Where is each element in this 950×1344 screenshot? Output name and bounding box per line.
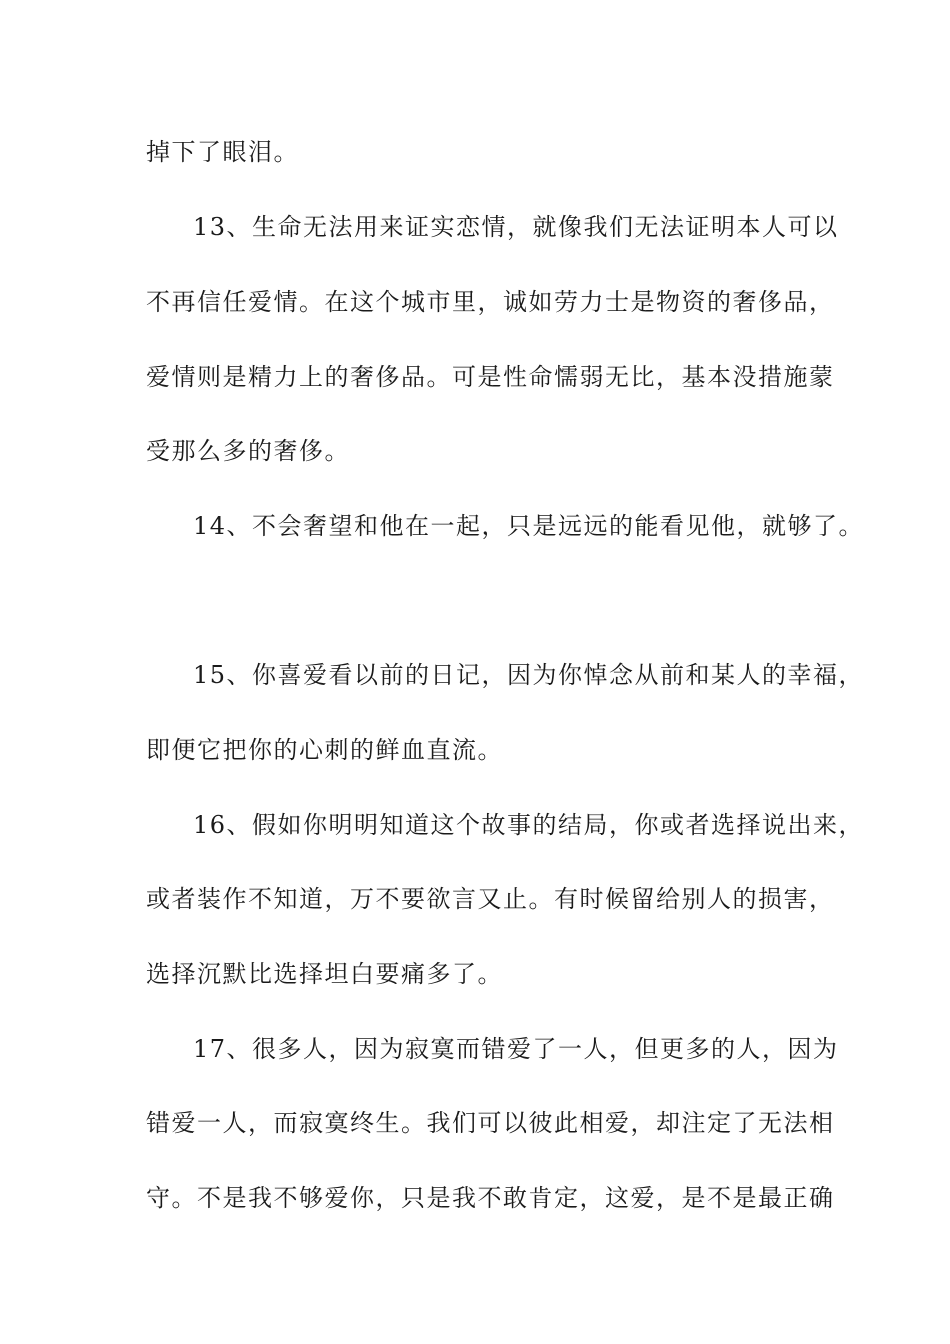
paragraph-15-line: 即便它把你的心刺的鲜血直流。	[146, 736, 503, 764]
paragraph-13-line: 爱情则是精力上的奢侈品。可是性命懦弱无比，基本没措施蒙	[146, 363, 835, 391]
paragraph-17-line: 守。不是我不够爱你，只是我不敢肯定，这爱，是不是最正确	[146, 1184, 835, 1212]
paragraph-13-line: 受那么多的奢侈。	[146, 437, 350, 465]
paragraph-17-line: 错爱一人，而寂寞终生。我们可以彼此相爱，却注定了无法相	[146, 1109, 835, 1137]
paragraph-13-line: 不再信任爱情。在这个城市里，诚如劳力士是物资的奢侈品，	[146, 288, 835, 316]
paragraph-16-line: 选择沉默比选择坦白要痛多了。	[146, 960, 503, 988]
paragraph-16-line: 或者装作不知道，万不要欲言又止。有时候留给别人的损害，	[146, 885, 835, 913]
paragraph-17-line: 17、很多人，因为寂寞而错爱了一人，但更多的人，因为	[193, 1035, 839, 1063]
paragraph-16-line: 16、假如你明明知道这个故事的结局，你或者选择说出来，	[193, 811, 865, 839]
paragraph-14-line: 14、不会奢望和他在一起，只是远远的能看见他，就够了。	[193, 512, 865, 540]
paragraph-15-line: 15、你喜爱看以前的日记，因为你悼念从前和某人的幸福，	[193, 661, 865, 689]
text-line: 掉下了眼泪。	[146, 138, 299, 166]
paragraph-13-line: 13、生命无法用来证实恋情，就像我们无法证明本人可以	[193, 213, 839, 241]
